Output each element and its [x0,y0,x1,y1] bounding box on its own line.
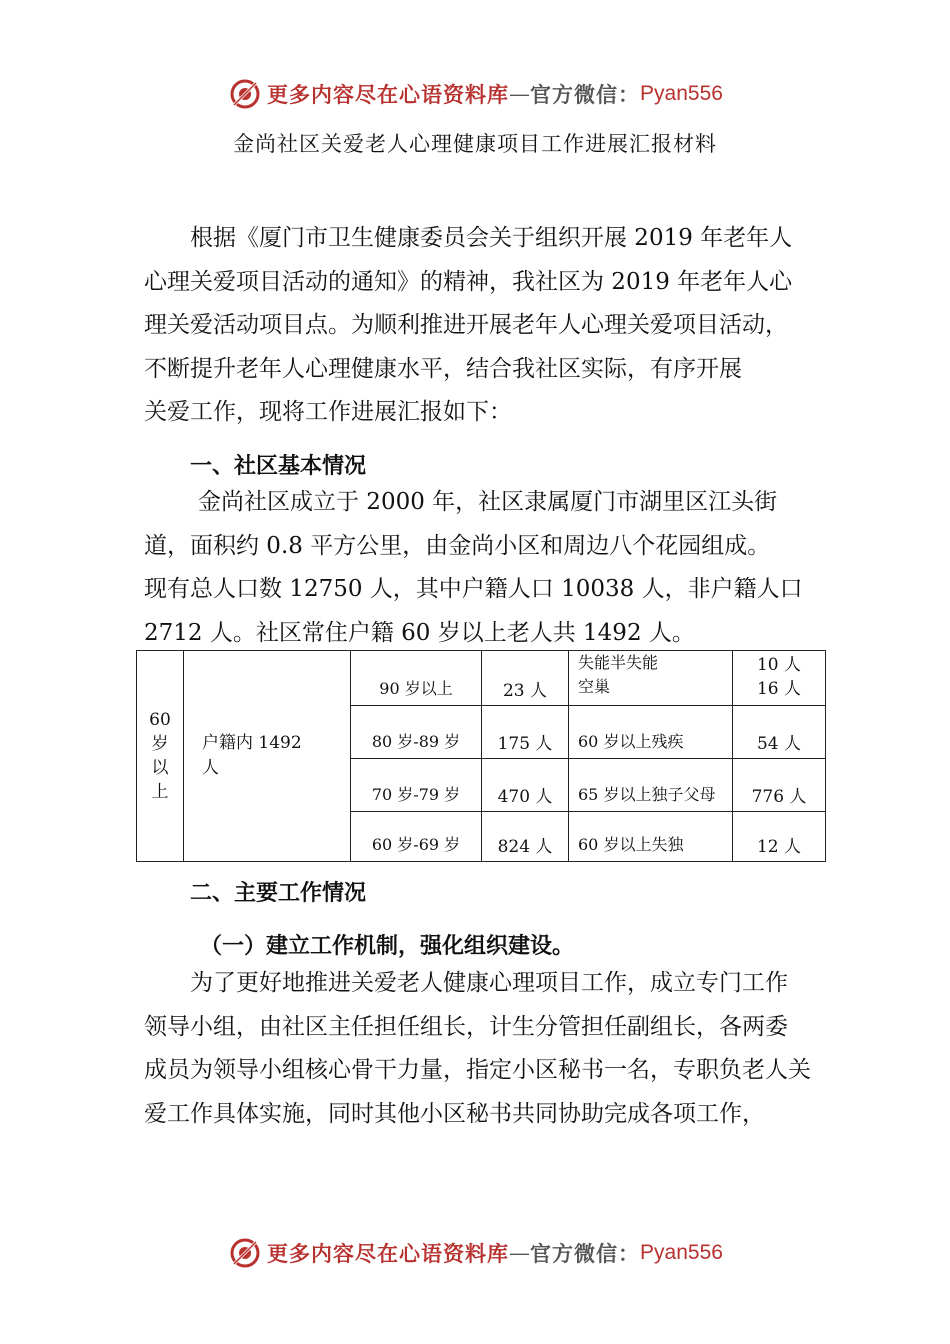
logo-icon [227,1235,263,1271]
banner-handle: Pyan556 [640,1241,723,1264]
section1-line: 现有总人口数 12750 人，其中户籍人口 10038 人，非户籍人口 [144,576,803,602]
subsection1-heading: （一）建立工作机制，强化组织建设。 [200,934,575,959]
banner-grey-text: 官方微信： [530,82,641,107]
age-range-cell: 70 岁-79 岁 [351,759,482,812]
category-value-cell: 776 人 [733,759,826,812]
group-label-part: 上 [151,782,169,802]
registered-label-cell [184,651,351,862]
section1-line: 道，面积约 0.8 平方公里，由金尚小区和周边八个花园组成。 [144,532,771,559]
banner-grey-text: 官方微信： [530,1241,641,1266]
footer-banner [0,1233,950,1273]
age-range-cell: 60 岁-69 岁 [351,812,482,862]
banner-red-text: 更多内容尽在心语资料库 [267,82,510,107]
age-count-cell: 23 人 [482,651,569,706]
section1-heading: 一、社区基本情况 [190,454,367,479]
banner-dash: — [509,1241,531,1265]
section1-paragraph [144,481,816,655]
category-value-cell: 12 人 [733,812,826,862]
group-label-part: 岁 [151,734,169,754]
group-label-part: 60 [149,710,171,730]
group-label-cell [137,651,184,862]
table-row [137,651,826,706]
age-count-cell: 824 人 [482,812,569,862]
age-count-cell: 175 人 [482,706,569,759]
age-range-cell: 80 岁-89 岁 [351,706,482,759]
age-count-cell: 470 人 [482,759,569,812]
subsection1-line: 领导小组，由社区主任担任组长，计生分管担任副组长，各两委 [144,1013,788,1040]
category-label-cell: 60 岁以上失独 [569,812,733,862]
age-range-cell: 90 岁以上 [351,651,482,706]
category-value: 16 人 [756,679,802,699]
subsection1-line: 成员为领导小组核心骨干力量，指定小区秘书一名，专职负老人关 [144,1057,811,1083]
banner-handle: Pyan556 [640,82,723,105]
subsection1-line: 爱工作具体实施，同时其他小区秘书共同协助完成各项工作， [144,1100,765,1127]
category-value: 10 人 [756,655,802,675]
registered-label-part: 户籍内 1492 [202,733,302,753]
category-label-cell: 65 岁以上独子父母 [569,759,733,812]
registered-label-part: 人 [202,758,219,778]
intro-line: 关爱工作，现将工作进展汇报如下： [144,399,512,425]
category-label: 失能半失能 [578,653,659,672]
intro-line: 心理关爱项目活动的通知》的精神，我社区为 2019 年老年人心 [144,268,793,295]
category-label-cell: 60 岁以上残疾 [569,706,733,759]
section2-heading: 二、主要工作情况 [190,881,367,906]
elderly-stats-table [136,650,826,862]
section1-line: 2712 人。社区常住户籍 60 岁以上老人共 1492 人。 [144,619,695,646]
subsection1-line: 为了更好地推进关爱老人健康心理项目工作，成立专门工作 [190,970,788,996]
intro-paragraph [144,217,816,435]
category-label-cell [569,651,733,706]
section1-line: 金尚社区成立于 2000 年，社区隶属厦门市湖里区江头街 [198,489,778,515]
banner-dash: — [509,82,531,106]
document-title: 金尚社区关爱老人心理健康项目工作进展汇报材料 [233,132,717,156]
logo-icon [227,76,263,112]
group-label-part: 以 [151,758,169,778]
category-label: 空巢 [578,677,611,696]
header-banner [0,74,950,114]
banner-red-text: 更多内容尽在心语资料库 [267,1241,510,1266]
subsection1-paragraph [144,962,816,1136]
intro-line: 理关爱活动项目点。为顺利推进开展老年人心理关爱项目活动， [144,312,788,338]
category-value-cell [733,651,826,706]
category-value-cell: 54 人 [733,706,826,759]
intro-line: 根据《厦门市卫生健康委员会关于组织开展 2019 年老年人 [190,225,793,251]
intro-line: 不断提升老年人心理健康水平，结合我社区实际，有序开展 [144,355,742,382]
